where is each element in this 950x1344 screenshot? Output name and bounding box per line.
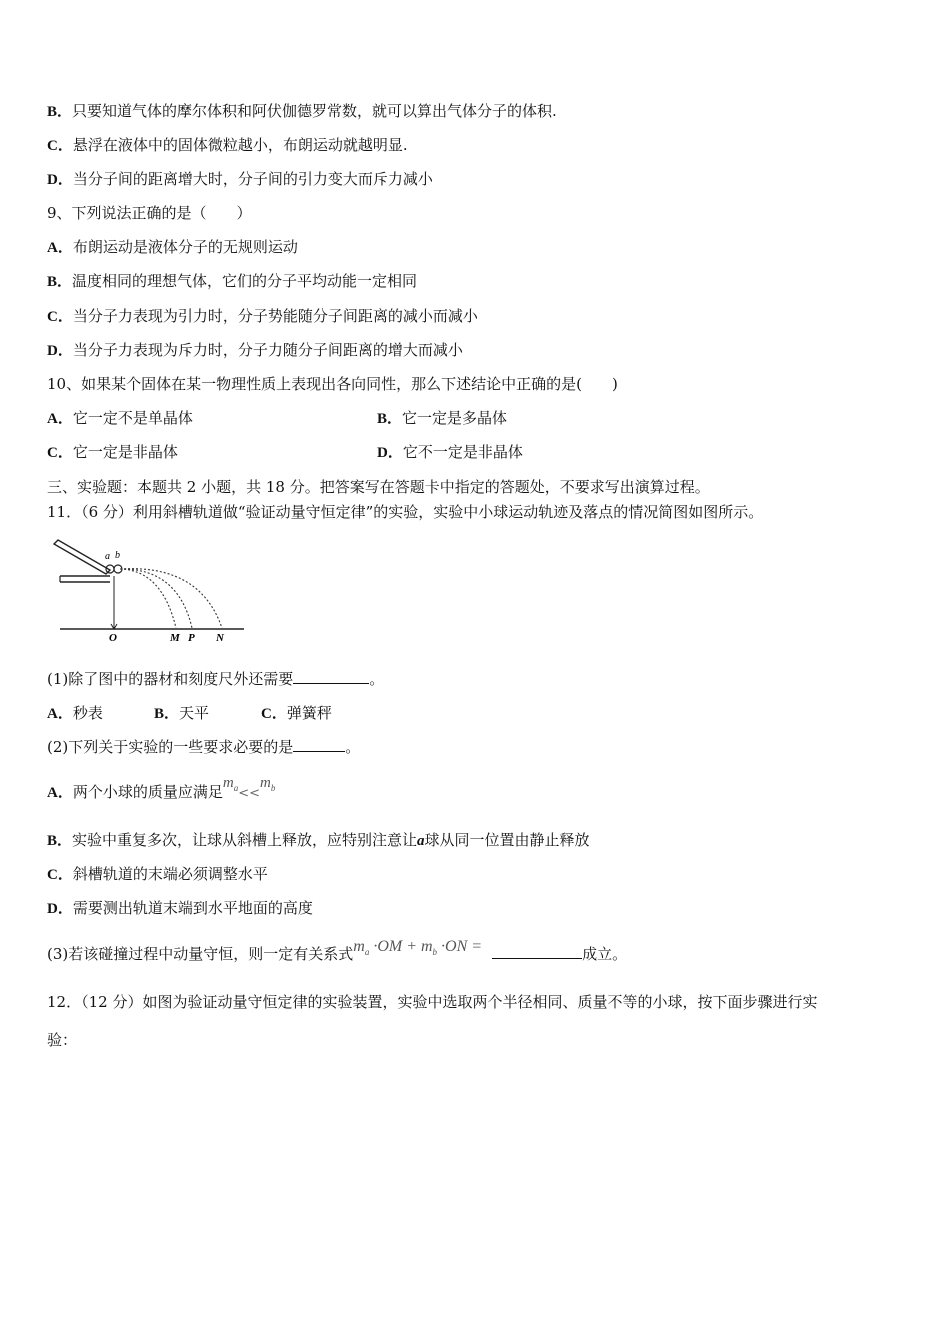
option-letter: C． xyxy=(47,309,73,325)
option-letter: A． xyxy=(47,706,73,722)
part-stem: (3)若该碰撞过程中动量守恒，则一定有关系式 xyxy=(47,945,354,963)
q9-option-c xyxy=(47,306,478,327)
mass-ma: $m_a$ xyxy=(222,775,239,793)
q10-option-d xyxy=(377,442,523,463)
option-letter: D． xyxy=(47,172,73,188)
option-letter: A． xyxy=(47,785,73,801)
answer-blank[interactable] xyxy=(293,669,369,684)
q8-option-c xyxy=(47,135,408,156)
option-text: 只要知道气体的摩尔体积和阿伏伽德罗常数，就可以算出气体分子的体积. xyxy=(72,102,557,120)
q10-stem: 10、如果某个固体在某一物理性质上表现出各向同性，那么下述结论中正确的是( ) xyxy=(47,375,618,393)
answer-blank[interactable] xyxy=(492,944,582,959)
q12-stem-line-2: 验： xyxy=(47,1031,78,1049)
trajectory-p xyxy=(120,569,192,628)
q11-part-2-option-a xyxy=(47,775,276,808)
part-end: 成立。 xyxy=(582,945,628,963)
q11-part-2 xyxy=(47,737,360,757)
p1-option-b xyxy=(154,703,209,724)
q11-part-1 xyxy=(47,669,384,689)
label-n: N xyxy=(216,632,224,644)
option-text: 当分子力表现为斥力时，分子力随分子间距离的增大而减小 xyxy=(72,341,463,359)
q9-option-a xyxy=(47,237,298,258)
part-stem: (2)下列关于实验的一些要求必要的是 xyxy=(47,738,294,756)
q10-option-b xyxy=(377,408,507,429)
option-text-2: 球从同一位置由静止释放 xyxy=(424,831,590,849)
option-letter: B． xyxy=(47,274,73,290)
q11-stem: 11．（6 分）利用斜槽轨道做“验证动量守恒定律”的实验，实验中小球运动轨迹及落点的情况简图如图所示。 xyxy=(47,503,764,521)
option-text: 悬浮在液体中的固体微粒越小，布朗运动就越明显. xyxy=(72,136,408,154)
ball-a-symbol: a xyxy=(417,833,425,849)
q11-part-2-option-c xyxy=(47,864,268,885)
option-letter: D． xyxy=(47,343,73,359)
label-b: b xyxy=(115,550,120,561)
option-text: 实验中重复多次，让球从斜槽上释放，应特别注意让 xyxy=(72,831,418,849)
incline-ramp xyxy=(54,540,110,574)
option-text: 它不一定是非晶体 xyxy=(402,443,523,461)
option-letter: B． xyxy=(377,411,403,427)
part-end: 。 xyxy=(345,738,361,756)
option-letter: C． xyxy=(47,138,73,154)
q9-option-d xyxy=(47,340,463,361)
q9-stem: 9、下列说法正确的是（ ） xyxy=(47,204,252,222)
option-text: 斜槽轨道的末端必须调整水平 xyxy=(72,865,268,883)
option-text: 秒表 xyxy=(72,704,103,722)
q10-option-c xyxy=(47,443,178,461)
option-text: 它一定不是单晶体 xyxy=(72,409,193,427)
q9-option-b xyxy=(47,271,417,292)
q10-option-a xyxy=(47,409,193,427)
q11-part-2-option-d xyxy=(47,898,313,919)
label-m: M xyxy=(170,632,180,644)
option-letter: A． xyxy=(47,240,73,256)
label-o: O xyxy=(109,632,117,644)
trajectory-n xyxy=(120,569,222,628)
momentum-formula: $m_a \cdot OM + m_b \cdot ON$ = xyxy=(353,938,487,958)
q8-option-b xyxy=(47,101,557,122)
q11-part-2-option-b xyxy=(47,830,590,851)
label-p: P xyxy=(188,632,195,644)
option-text: 当分子间的距离增大时，分子间的引力变大而斥力减小 xyxy=(72,170,433,188)
mass-mb: $m_b$ xyxy=(260,775,276,793)
q11-part-3 xyxy=(47,938,628,970)
section-3-heading: 三、实验题：本题共 2 小题，共 18 分。把答案写在答题卡中指定的答题处，不要求写出演算过程。 xyxy=(47,478,710,496)
p1-option-a xyxy=(47,704,103,722)
option-letter: B． xyxy=(47,833,73,849)
p1-option-c xyxy=(261,703,332,724)
q12-stem-line-1: 12．（12 分）如图为验证动量守恒定律的实验装置，实验中选取两个半径相同、质量不等的小球，按下面步骤进行实 xyxy=(47,993,818,1011)
q8-option-d xyxy=(47,169,433,190)
option-text: 当分子力表现为引力时，分子势能随分子间距离的减小而减小 xyxy=(72,307,478,325)
q10-row-2 xyxy=(47,442,647,463)
part-stem: (1)除了图中的器材和刻度尺外还需要 xyxy=(47,670,294,688)
option-letter: B． xyxy=(154,706,180,722)
option-text: 天平 xyxy=(179,704,210,722)
option-letter: B． xyxy=(47,104,73,120)
option-text: 温度相同的理想气体，它们的分子平均动能一定相同 xyxy=(72,272,418,290)
option-letter: C． xyxy=(47,867,73,883)
slide-trajectory-figure xyxy=(50,538,250,646)
part-end: 。 xyxy=(369,670,385,688)
option-text: 两个小球的质量应满足 xyxy=(72,783,223,801)
option-letter: D． xyxy=(47,901,73,917)
option-text: 需要测出轨道末端到水平地面的高度 xyxy=(72,899,313,917)
relation: << xyxy=(238,786,260,801)
trajectory-m xyxy=(120,569,176,628)
label-a: a xyxy=(105,551,110,562)
q11-part-1-options xyxy=(47,703,332,724)
q10-row-1 xyxy=(47,408,647,429)
option-text: 它一定是非晶体 xyxy=(72,443,178,461)
option-letter: D． xyxy=(377,445,403,461)
option-letter: C． xyxy=(47,445,73,461)
option-text: 它一定是多晶体 xyxy=(402,409,508,427)
option-letter: A． xyxy=(47,411,73,427)
option-text: 布朗运动是液体分子的无规则运动 xyxy=(72,238,298,256)
answer-blank[interactable] xyxy=(293,737,345,752)
option-letter: C． xyxy=(261,706,287,722)
option-text: 弹簧秤 xyxy=(286,704,332,722)
